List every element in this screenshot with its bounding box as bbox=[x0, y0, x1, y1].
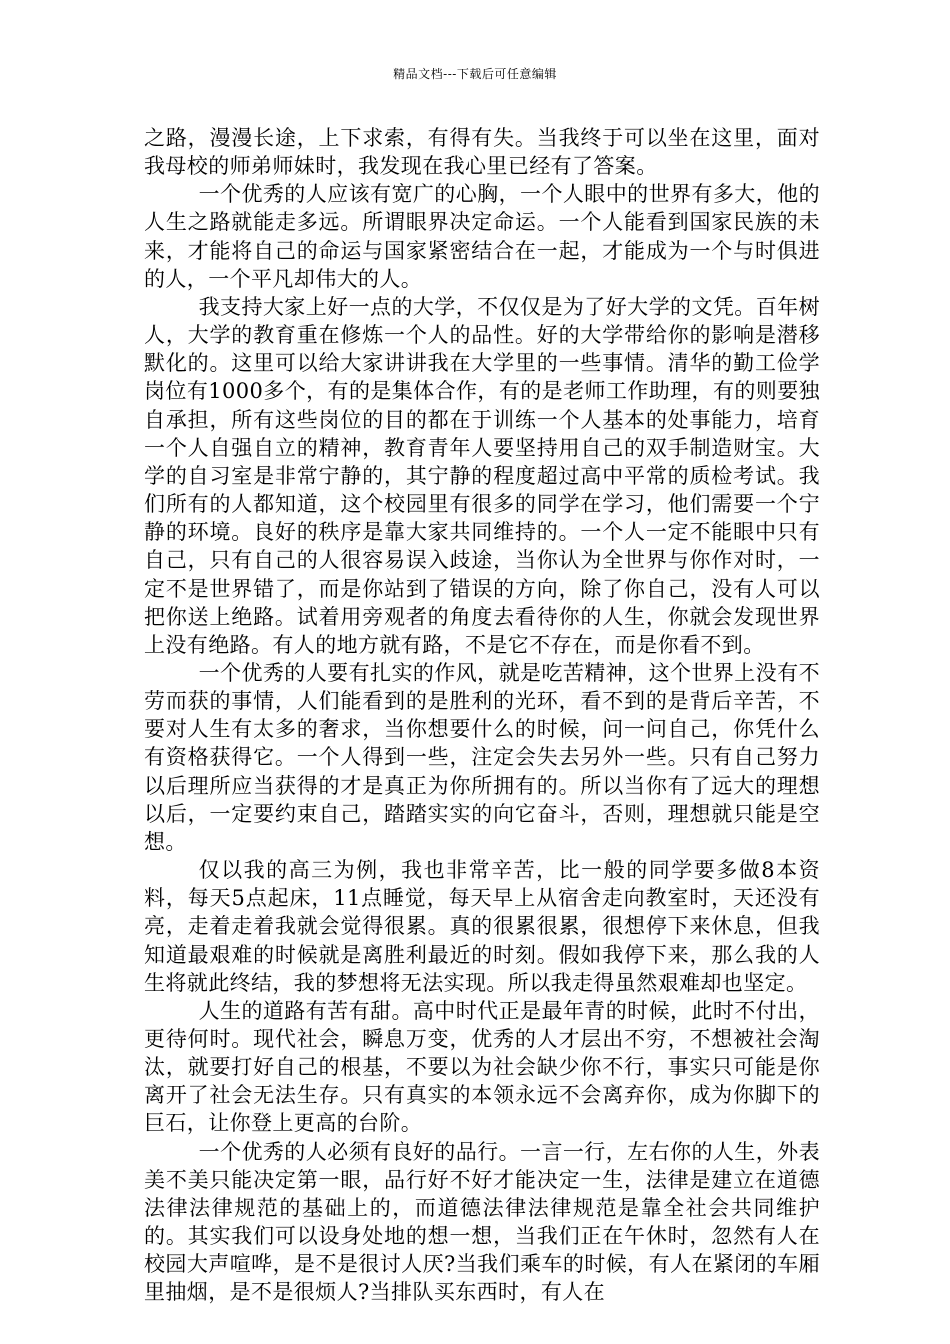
paragraph-1: 之路，漫漫长途，上下求索，有得有失。当我终于可以坐在这里，面对我母校的师弟师妹时，我发现在我心里已经有了答案。 bbox=[144, 126, 820, 179]
paragraph-4: 一个优秀的人要有扎实的作风，就是吃苦精神，这个世界上没有不劳而获的事情，人们能看到的是胜利的光环，看不到的是背后辛苦，不要对人生有太多的奢求，当你想要什么的时候，问一问自己，你凭什么有资格获得它。一个人得到一些，注定会失去另外一些。只有自己努力以后理所应当获得的才是真正为你所拥有的。所以当你有了远大的理想以后，一定要约束自己，踏踏实实的向它奋斗，否则，理想就只能是空想。 bbox=[144, 660, 820, 854]
page-header: 精品文档---下载后可任意编辑 bbox=[393, 67, 557, 81]
paragraph-5: 仅以我的高三为例，我也非常辛苦，比一般的同学要多做8本资料，每天5点起床，11点睡觉，每天早上从宿舍走向教室时，天还没有亮，走着走着我就会觉得很累。真的很累很累，很想停下来休息，但我知道最艰难的时候就是离胜利最近的时刻。假如我停下来，那么我的人生将就此终结，我的梦想将无法实现。所以我走得虽然艰难却也坚定。 bbox=[144, 858, 820, 995]
paragraph-3: 我支持大家上好一点的大学，不仅仅是为了好大学的文凭。百年树人，大学的教育重在修炼一个人的品性。好的大学带给你的影响是潜移默化的。这里可以给大家讲讲我在大学里的一些事情。清华的勤工俭学岗位有1000多个，有的是集体合作，有的是老师工作助理，有的则要独自承担，所有这些岗位的目的都在于训练一个人基本的处事能力，培育一个人自强自立的精神，教育青年人要坚持用自己的双手制造财宝。大学的自习室是非常宁静的，其宁静的程度超过高中平常的质检考试。我们所有的人都知道，这个校园里有很多的同学在学习，他们需要一个宁静的环境。良好的秩序是靠大家共同维持的。一个人一定不能眼中只有自己，只有自己的人很容易误入歧途，当你认为全世界与你作对时，一定不是世界错了，而是你站到了错误的方向，除了你自己，没有人可以把你送上绝路。试着用旁观者的角度去看待你的人生，你就会发现世界上没有绝路。有人的地方就有路，不是它不存在，而是你看不到。 bbox=[144, 294, 820, 657]
paragraph-7: 一个优秀的人必须有良好的品行。一言一行，左右你的人生，外表美不美只能决定第一眼，品行好不好才能决定一生，法律是建立在道德法律法律规范的基础上的，而道德法律法律规范是靠全社会共同维护的。其实我们可以设身处地的想一想，当我们正在午休时，忽然有人在校园大声喧哗，是不是很讨人厌?当我们乘车的时候，有人在紧闭的车厢里抽烟，是不是很烦人?当排队买东西时，有人在 bbox=[144, 1139, 820, 1305]
document-body bbox=[144, 124, 820, 1307]
paragraph-6: 人生的道路有苦有甜。高中时代正是最年青的时候，此时不付出，更待何时。现代社会，瞬息万变，优秀的人才层出不穷，不想被社会淘汰，就要打好自己的根基，不要以为社会缺少你不行，事实只可能是你离开了社会无法生存。只有真实的本领永远不会离弃你，成为你脚下的巨石，让你登上更高的台阶。 bbox=[144, 998, 820, 1136]
paragraph-2: 一个优秀的人应该有宽广的心胸，一个人眼中的世界有多大，他的人生之路就能走多远。所谓眼界决定命运。一个人能看到国家民族的未来，才能将自己的命运与国家紧密结合在一起，才能成为一个与时俱进的人，一个平凡却伟大的人。 bbox=[144, 182, 820, 291]
